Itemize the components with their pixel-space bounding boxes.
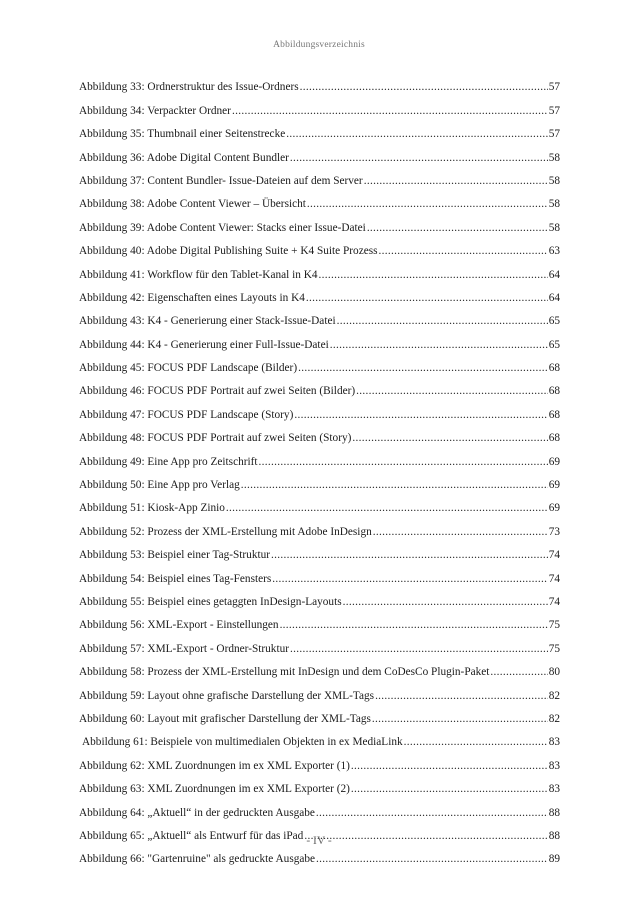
toc-entry-page: 58 — [548, 221, 560, 234]
toc-entry-label: Abbildung 45: FOCUS PDF Landscape (Bilder) — [79, 362, 298, 375]
toc-entry-page: 69 — [548, 479, 560, 492]
toc-entry[interactable] — [79, 773, 560, 796]
toc-entry-page: 82 — [548, 689, 560, 702]
toc-entry-label: Abbildung 39: Adobe Content Viewer: Stacks einer Issue-Datei — [79, 221, 366, 234]
dot-leader — [280, 618, 548, 632]
dot-leader — [367, 221, 548, 235]
toc-entry-label: Abbildung 55: Beispiel eines getaggten InDesign-Layouts — [79, 595, 342, 608]
toc-entry[interactable] — [79, 165, 560, 188]
toc-entry-label: Abbildung 63: XML Zuordnungen im ex XML Exporter (2) — [79, 783, 350, 796]
dot-leader — [372, 712, 548, 726]
toc-entry[interactable] — [79, 609, 560, 632]
toc-entry-label: Abbildung 47: FOCUS PDF Landscape (Story) — [79, 408, 294, 421]
dot-leader — [356, 384, 548, 398]
toc-entry-page: 83 — [548, 736, 560, 749]
toc-entry-page: 64 — [548, 268, 560, 281]
toc-entry-page: 74 — [548, 595, 560, 608]
toc-entry[interactable] — [79, 796, 560, 819]
dot-leader — [300, 80, 548, 94]
toc-entry[interactable] — [79, 328, 560, 351]
toc-entry-label: Abbildung 62: XML Zuordnungen im ex XML Exporter (1) — [79, 759, 350, 772]
toc-entry-page: 65 — [548, 338, 560, 351]
toc-entry-page: 57 — [548, 104, 560, 117]
dot-leader — [379, 244, 548, 258]
dot-leader — [294, 408, 547, 422]
toc-entry-label: Abbildung 64: „Aktuell“ in der gedruckten Ausgabe — [79, 806, 315, 819]
dot-leader — [316, 852, 548, 866]
dot-leader — [337, 314, 548, 328]
toc-entry-page: 88 — [548, 829, 560, 842]
toc-entry[interactable] — [79, 586, 560, 609]
toc-entry[interactable] — [79, 188, 560, 211]
toc-entry[interactable] — [79, 375, 560, 398]
toc-entry[interactable] — [79, 703, 560, 726]
dot-leader — [307, 197, 548, 211]
toc-entry-label: Abbildung 46: FOCUS PDF Portrait auf zwei Seiten (Bilder) — [79, 385, 356, 398]
toc-entry-label: Abbildung 66: "Gartenruine" als gedruckte Ausgabe — [79, 853, 316, 866]
dot-leader — [373, 525, 548, 539]
toc-entry[interactable] — [79, 352, 560, 375]
toc-entry-page: 57 — [548, 81, 560, 94]
toc-entry[interactable] — [79, 422, 560, 445]
toc-entry[interactable] — [79, 211, 560, 234]
toc-entry-label: Abbildung 48: FOCUS PDF Portrait auf zwei Seiten (Story) — [79, 432, 352, 445]
toc-entry[interactable] — [79, 539, 560, 562]
dot-leader — [364, 174, 548, 188]
toc-entry-label: Abbildung 51: Kiosk-App Zinio — [79, 502, 225, 515]
toc-entry-label: Abbildung 42: Eigenschaften eines Layouts in K4 — [79, 291, 305, 304]
dot-leader — [271, 548, 548, 562]
toc-entry-label: Abbildung 65: „Aktuell“ als Entwurf für das iPad — [79, 829, 304, 842]
toc-entry-page: 82 — [548, 712, 560, 725]
toc-entry-label: Abbildung 43: K4 - Generierung einer Stack-Issue-Datei — [79, 315, 336, 328]
toc-entry-label: Abbildung 60: Layout mit grafischer Darstellung der XML-Tags — [79, 712, 371, 725]
dot-leader — [351, 759, 548, 773]
toc-entry-label: Abbildung 37: Content Bundler- Issue-Dateien auf dem Server — [79, 174, 363, 187]
toc-entry-page: 68 — [548, 362, 560, 375]
toc-entry[interactable] — [79, 305, 560, 328]
toc-entry-label: Abbildung 40: Adobe Digital Publishing Suite + K4 Suite Prozess — [79, 245, 378, 258]
dot-leader — [232, 104, 548, 118]
toc-entry-page: 68 — [548, 408, 560, 421]
toc-entry-label: Abbildung 58: Prozess der XML-Erstellung mit InDesign und dem CoDesCo Plugin-Paket — [79, 666, 490, 679]
toc-entry[interactable] — [79, 492, 560, 515]
toc-entry[interactable] — [79, 726, 560, 749]
dot-leader — [259, 455, 548, 469]
toc-entry-page: 69 — [548, 455, 560, 468]
toc-entry[interactable] — [79, 282, 560, 305]
dot-leader — [319, 268, 548, 282]
toc-entry-page: 88 — [548, 806, 560, 819]
dot-leader — [306, 291, 548, 305]
toc-entry[interactable] — [79, 118, 560, 141]
dot-leader — [351, 782, 548, 796]
toc-entry-page: 68 — [548, 385, 560, 398]
dot-leader — [375, 689, 548, 703]
running-header: Abbildungsverzeichnis — [273, 40, 365, 50]
dot-leader — [316, 806, 548, 820]
toc-entry-label: Abbildung 53: Beispiel einer Tag-Struktur — [79, 549, 271, 562]
toc-entry[interactable] — [79, 94, 560, 117]
dot-leader — [330, 338, 548, 352]
page-number: - IV - — [306, 835, 332, 847]
toc-entry-label: Abbildung 56: XML-Export - Einstellungen — [79, 619, 279, 632]
toc-entry-label: Abbildung 44: K4 - Generierung einer Full-Issue-Datei — [79, 338, 329, 351]
toc-entry[interactable] — [79, 469, 560, 492]
toc-entry-page: 83 — [548, 783, 560, 796]
toc-entry-page: 89 — [548, 853, 560, 866]
toc-entry[interactable] — [79, 656, 560, 679]
toc-entry-label: Abbildung 33: Ordnerstruktur des Issue-Ordners — [79, 81, 299, 94]
dot-leader — [290, 642, 548, 656]
dot-leader — [352, 431, 547, 445]
toc-entry[interactable] — [79, 679, 560, 702]
toc-entry[interactable] — [79, 235, 560, 258]
toc-entry-page: 73 — [548, 525, 560, 538]
toc-entry-page: 69 — [548, 502, 560, 515]
toc-entry-page: 68 — [548, 432, 560, 445]
toc-entry-label: Abbildung 41: Workflow für den Tablet-Kanal in K4 — [79, 268, 318, 281]
toc-entry-label: Abbildung 50: Eine App pro Verlag — [79, 479, 240, 492]
dot-leader — [241, 478, 548, 492]
list-of-figures — [79, 71, 560, 866]
toc-entry-page: 58 — [548, 174, 560, 187]
toc-entry-page: 75 — [548, 619, 560, 632]
toc-entry-page: 75 — [548, 642, 560, 655]
toc-entry-page: 64 — [548, 291, 560, 304]
toc-entry-label: Abbildung 38: Adobe Content Viewer – Übersicht — [79, 198, 306, 211]
toc-entry-page: 83 — [548, 759, 560, 772]
dot-leader — [226, 501, 548, 515]
dot-leader — [490, 665, 547, 679]
toc-entry-label: Abbildung 61: Beispiele von multimedialen Objekten in ex MediaLink — [82, 736, 403, 749]
toc-entry[interactable] — [79, 141, 560, 164]
toc-entry-label: Abbildung 35: Thumbnail einer Seitenstrecke — [79, 128, 286, 141]
toc-entry-label: Abbildung 34: Verpackter Ordner — [79, 104, 231, 117]
dot-leader — [272, 572, 547, 586]
toc-entry-label: Abbildung 54: Beispiel eines Tag-Fensters — [79, 572, 272, 585]
toc-entry[interactable] — [79, 562, 560, 585]
toc-entry-label: Abbildung 36: Adobe Digital Content Bundler — [79, 151, 289, 164]
dot-leader — [404, 735, 548, 749]
toc-entry-label: Abbildung 57: XML-Export - Ordner-Struktur — [79, 642, 289, 655]
toc-entry-label: Abbildung 59: Layout ohne grafische Darstellung der XML-Tags — [79, 689, 375, 702]
toc-entry[interactable] — [79, 398, 560, 421]
toc-entry-label: Abbildung 52: Prozess der XML-Erstellung mit Adobe InDesign — [79, 525, 372, 538]
dot-leader — [298, 361, 548, 375]
toc-entry-page: 63 — [548, 245, 560, 258]
toc-entry-page: 65 — [548, 315, 560, 328]
toc-entry-page: 74 — [548, 549, 560, 562]
toc-entry-page: 57 — [548, 128, 560, 141]
toc-entry[interactable] — [79, 749, 560, 772]
toc-entry[interactable] — [79, 445, 560, 468]
toc-entry-page: 80 — [548, 666, 560, 679]
toc-entry[interactable] — [79, 71, 560, 94]
toc-entry-page: 74 — [548, 572, 560, 585]
dot-leader — [286, 127, 547, 141]
dot-leader — [290, 151, 548, 165]
dot-leader — [343, 595, 548, 609]
toc-entry[interactable] — [79, 515, 560, 538]
toc-entry[interactable] — [79, 258, 560, 281]
toc-entry-label: Abbildung 49: Eine App pro Zeitschrift — [79, 455, 258, 468]
toc-entry-page: 58 — [548, 198, 560, 211]
toc-entry[interactable] — [79, 632, 560, 655]
toc-entry-page: 58 — [548, 151, 560, 164]
